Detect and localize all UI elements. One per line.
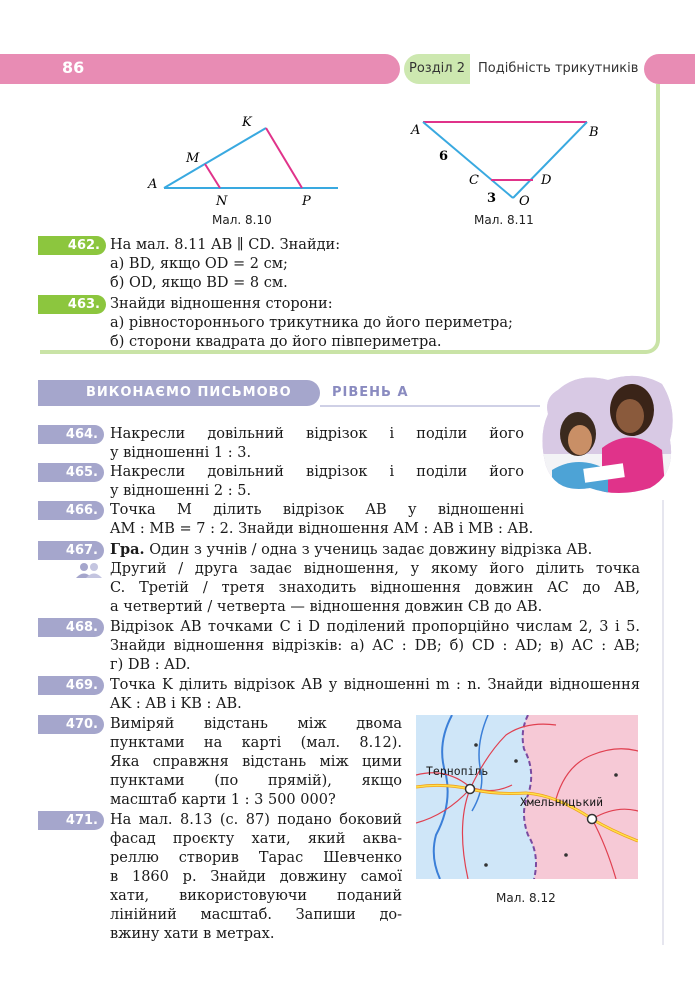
problem-number: 463.	[38, 295, 106, 314]
caption-8-11: Мал. 8.11	[474, 213, 534, 227]
problem-text: AK : AB і KB : AB.	[110, 696, 242, 712]
problem-text: лінійний масштаб. Запиши до-	[110, 907, 402, 923]
problem-text: На мал. 8.11 AB ∥ CD. Знайди:	[110, 237, 341, 253]
problem-text: пунктами (по прямій), якщо	[110, 773, 402, 789]
problem-text: вжину хати в метрах.	[110, 926, 275, 942]
problem-text: у відношенні 2 : 5.	[110, 483, 252, 499]
problem-text: Точка M ділить відрізок AB у відношенні	[110, 502, 524, 518]
problem-number: 466.	[38, 501, 104, 520]
label-n: N	[216, 194, 228, 209]
problem-number: 464.	[38, 425, 104, 444]
label-p: P	[302, 194, 311, 209]
map-8-12	[416, 715, 638, 879]
problem-number: 467.	[38, 541, 104, 560]
label-m: M	[186, 151, 200, 166]
page-margin-rule	[662, 500, 664, 945]
problem-text: Знайди відношення відрізків: а) AC : DB; б) CD : AD; в) AC : AB;	[110, 638, 640, 654]
city-khmelnytskyi: Хмельницький	[520, 795, 604, 809]
section-level: РІВЕНЬ А	[332, 385, 409, 400]
khmelnytskyi-marker	[588, 815, 597, 824]
problem-text: Виміряй відстань між двома	[110, 716, 402, 732]
label-six: 6	[439, 149, 449, 164]
problem-text: Другий / друга задає відношення, у якому його ділить точка	[110, 561, 640, 577]
section-rule	[320, 405, 540, 407]
problem-text: C. Третій / третя знаходить відношення довжин AC до AB,	[110, 580, 640, 596]
problem-number: 471.	[38, 811, 104, 830]
problem-text: Точка K ділить відрізок AB у відношенні m : n. Знайди відношення	[110, 677, 640, 693]
problem-number: 468.	[38, 618, 104, 637]
problem-text: а) BD, якщо OD = 2 см;	[110, 256, 288, 272]
problem-text: AM : MB = 7 : 2. Знайди відношення AM : AB і MB : AB.	[110, 521, 534, 537]
students-photo	[538, 370, 678, 498]
game-text: Один з учнів / одна з учениць задає довжину відрізка AB.	[144, 542, 593, 558]
header-bar	[0, 54, 400, 84]
problem-text: фасад проєкту хати, який аква-	[110, 831, 402, 847]
chapter-label: Розділ 2	[408, 61, 466, 76]
line-ao	[423, 122, 513, 198]
section-title: ВИКОНАЄМО ПИСЬМОВО	[86, 385, 292, 400]
caption-8-10: Мал. 8.10	[212, 213, 272, 227]
problem-text: На мал. 8.13 (с. 87) подано боковий	[110, 812, 402, 828]
segment-mn	[205, 164, 220, 188]
figure-8-11	[405, 108, 605, 208]
label-o: O	[519, 194, 530, 208]
problem-text: а четвертий / четверта — відношення довжин CB до AB.	[110, 599, 543, 615]
label-c: C	[469, 173, 479, 188]
problem-text: в 1860 р. Знайди довжину самої	[110, 869, 402, 885]
label-b: B	[589, 125, 599, 140]
problem-text: хати, використовуючи поданий	[110, 888, 402, 904]
problem-number: 469.	[38, 676, 104, 695]
problem-text: Яка справжня відстань між цими	[110, 754, 402, 770]
problem-text: Знайди відношення сторони:	[110, 296, 333, 312]
caption-8-12: Мал. 8.12	[496, 891, 556, 905]
problem-number: 470.	[38, 715, 104, 734]
chapter-title: Подібність трикутників	[478, 61, 639, 76]
game-label: Гра.	[110, 541, 145, 558]
problem-text: б) сторони квадрата до його півпериметра.	[110, 334, 442, 350]
problem-text: у відношенні 1 : 3.	[110, 445, 252, 461]
problem-text: пунктами на карті (мал. 8.12).	[110, 735, 402, 751]
problem-number: 465.	[38, 463, 104, 482]
label-three: 3	[487, 191, 497, 206]
label-k: K	[242, 115, 252, 130]
ternopil-marker	[466, 785, 475, 794]
problem-number: 462.	[38, 236, 106, 255]
problem-text: реллю створив Тарас Шевченко	[110, 850, 402, 866]
label-a: A	[411, 123, 421, 138]
problem-text: масштаб карти 1 : 3 500 000?	[110, 792, 336, 808]
problem-text: б) OD, якщо BD = 8 см.	[110, 275, 288, 291]
group-work-icon	[74, 561, 104, 579]
page-number: 86	[62, 58, 85, 77]
problem-text: Накресли довільний відрізок і поділи його	[110, 426, 524, 442]
city-ternopil: Тернопіль	[426, 764, 489, 778]
header-tail	[644, 54, 695, 84]
problem-text: Відрізок AB точками C і D поділений пропорційно числам 2, 3 і 5.	[110, 619, 640, 635]
problem-text: Накресли довільний відрізок і поділи його	[110, 464, 524, 480]
problem-text	[110, 541, 592, 560]
problem-text: г) DB : AD.	[110, 657, 191, 673]
figure-8-10	[140, 110, 350, 210]
problem-text: а) рівностороннього трикутника до його периметра;	[110, 315, 513, 331]
label-a: A	[148, 177, 158, 192]
label-d: D	[541, 173, 552, 188]
segment-kp	[266, 128, 302, 188]
